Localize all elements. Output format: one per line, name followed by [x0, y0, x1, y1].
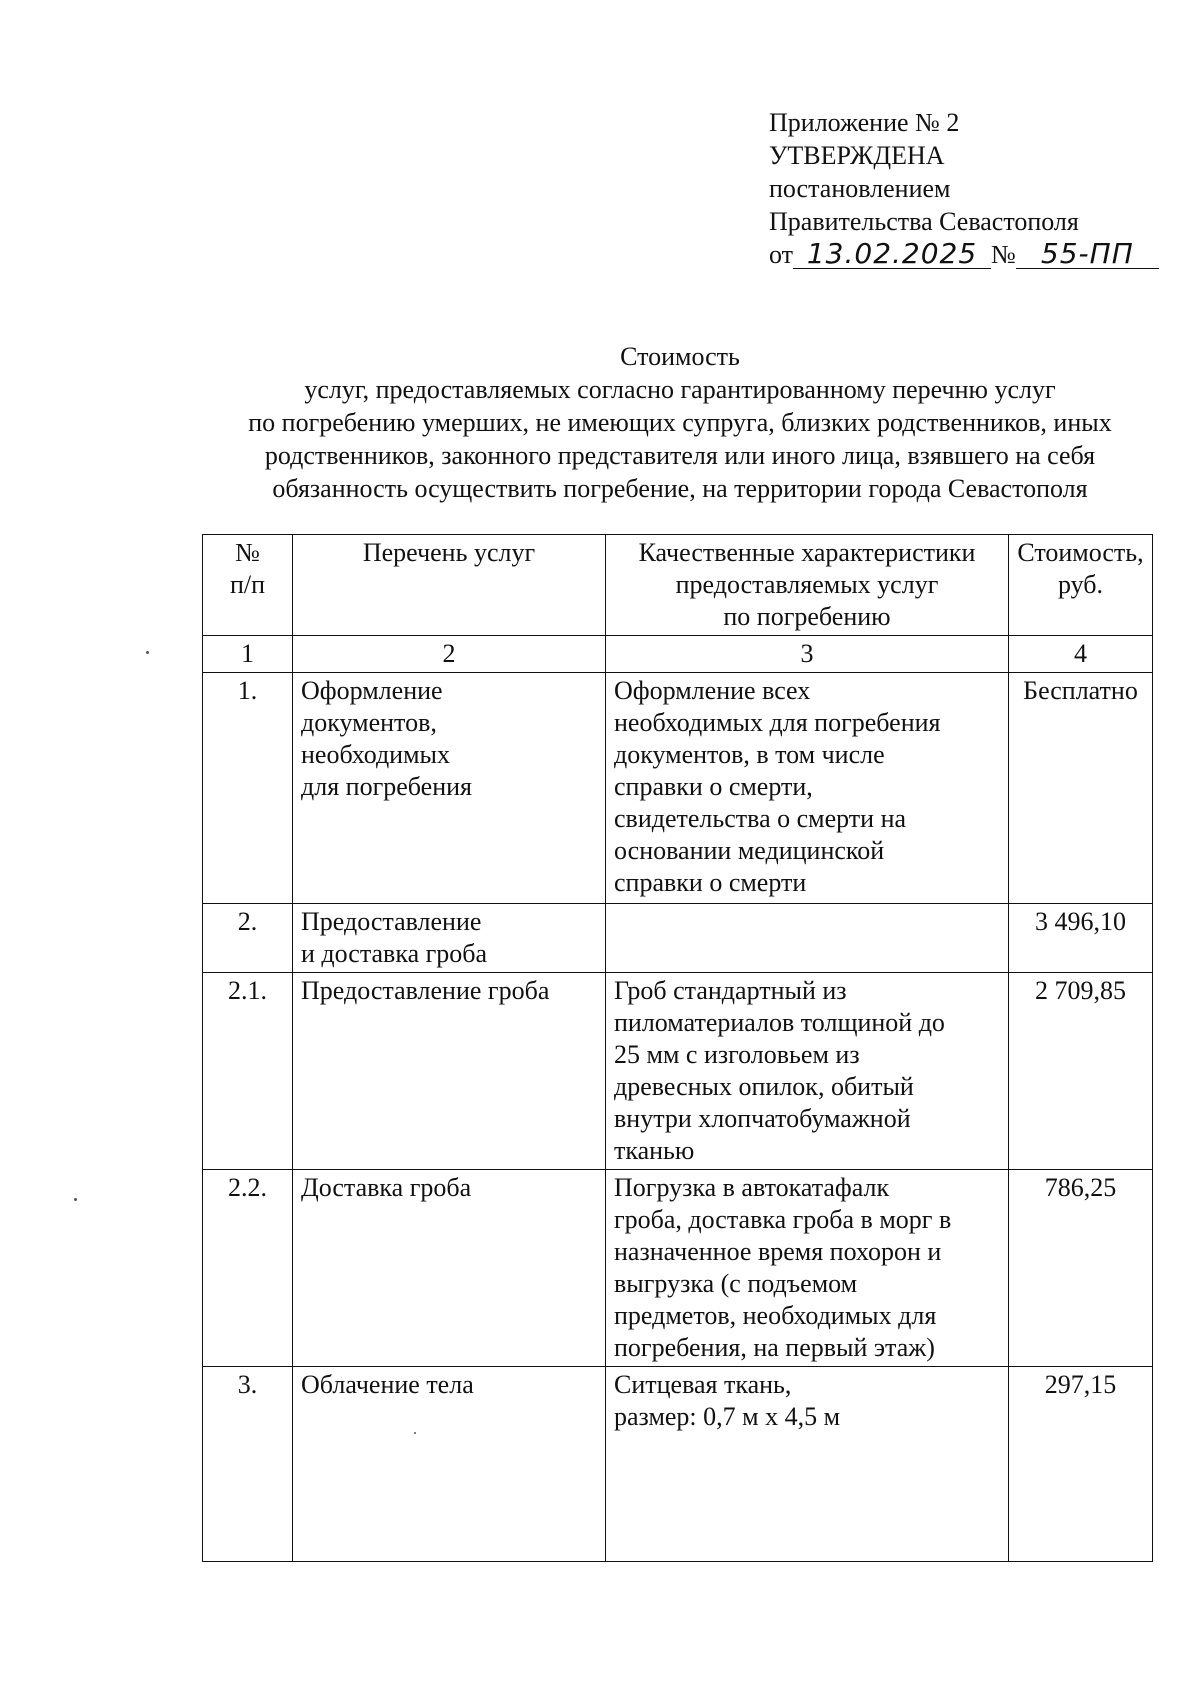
column-index: 4	[1009, 636, 1153, 673]
row-description: Ситцевая ткань, размер: 0,7 м х 4,5 м	[606, 1367, 1009, 1562]
scan-speck	[74, 1198, 77, 1201]
row-description: Гроб стандартный из пиломатериалов толщиной до 25 мм с изголовьем из древесных опилок, обитый внутри хлопчатобумажной тканью	[606, 973, 1009, 1170]
approval-block	[769, 106, 1169, 271]
column-index: 1	[203, 636, 293, 673]
document-title	[200, 340, 1160, 505]
column-index: 3	[606, 636, 1009, 673]
title-subtitle: услуг, предоставляемых согласно гарантированному перечню услуг по погребению умерших, не имеющих супруга, близких родственников, иных родственников, законного представителя или иного лица, взявшего на себя обязанность осуществить погребение, на территории города Севастополя	[248, 375, 1112, 503]
header-number: № п/п	[203, 535, 293, 636]
table-row	[203, 1367, 1153, 1562]
row-description: Оформление всех необходимых для погребения документов, в том числе справки о смерти, свидетельства о смерти на основании медицинской справки о смерти	[606, 673, 1009, 904]
scan-speck	[414, 1432, 416, 1434]
resolution-label: постановлением	[769, 174, 951, 203]
row-number: 1.	[203, 673, 293, 904]
table-row	[203, 673, 1153, 904]
row-number: 2.2.	[203, 1170, 293, 1367]
row-number: 2.1.	[203, 973, 293, 1170]
table-row	[203, 973, 1153, 1170]
table-row	[203, 1170, 1153, 1367]
row-price: 2 709,85	[1009, 973, 1153, 1170]
row-service: Доставка гроба	[293, 1170, 606, 1367]
row-service: Облачение тела	[293, 1367, 606, 1562]
column-index: 2	[293, 636, 606, 673]
header-service: Перечень услуг	[293, 535, 606, 636]
number-prefix: №	[991, 240, 1016, 269]
row-price: 297,15	[1009, 1367, 1153, 1562]
row-price: 3 496,10	[1009, 904, 1153, 973]
services-table	[202, 534, 1153, 1562]
header-price: Стоимость, руб.	[1009, 535, 1153, 636]
title-heading: Стоимость	[620, 342, 740, 371]
scan-speck	[146, 651, 149, 654]
date-prefix: от	[769, 240, 794, 269]
column-index-row	[203, 636, 1153, 673]
row-service: Предоставление и доставка гроба	[293, 904, 606, 973]
row-number: 2.	[203, 904, 293, 973]
row-service: Оформление документов, необходимых для погребения	[293, 673, 606, 904]
row-number: 3.	[203, 1367, 293, 1562]
resolution-date-line	[769, 238, 1169, 271]
row-description	[606, 904, 1009, 973]
table-header-row	[203, 535, 1153, 636]
row-price: 786,25	[1009, 1170, 1153, 1367]
appendix-number: Приложение № 2	[769, 108, 960, 137]
handwritten-number: 55-ПП	[1016, 240, 1159, 269]
row-description: Погрузка в автокатафалк гроба, доставка гроба в морг в назначенное время похорон и выгрузка (с подъемом предметов, необходимых для погребения, на первый этаж)	[606, 1170, 1009, 1367]
handwritten-date: 13.02.2025	[793, 240, 991, 269]
government-label: Правительства Севастополя	[769, 207, 1079, 236]
approved-label: УТВЕРЖДЕНА	[769, 141, 945, 170]
row-price: Бесплатно	[1009, 673, 1153, 904]
table-row	[203, 904, 1153, 973]
row-service: Предоставление гроба	[293, 973, 606, 1170]
header-description: Качественные характеристики предоставляемых услуг по погребению	[606, 535, 1009, 636]
